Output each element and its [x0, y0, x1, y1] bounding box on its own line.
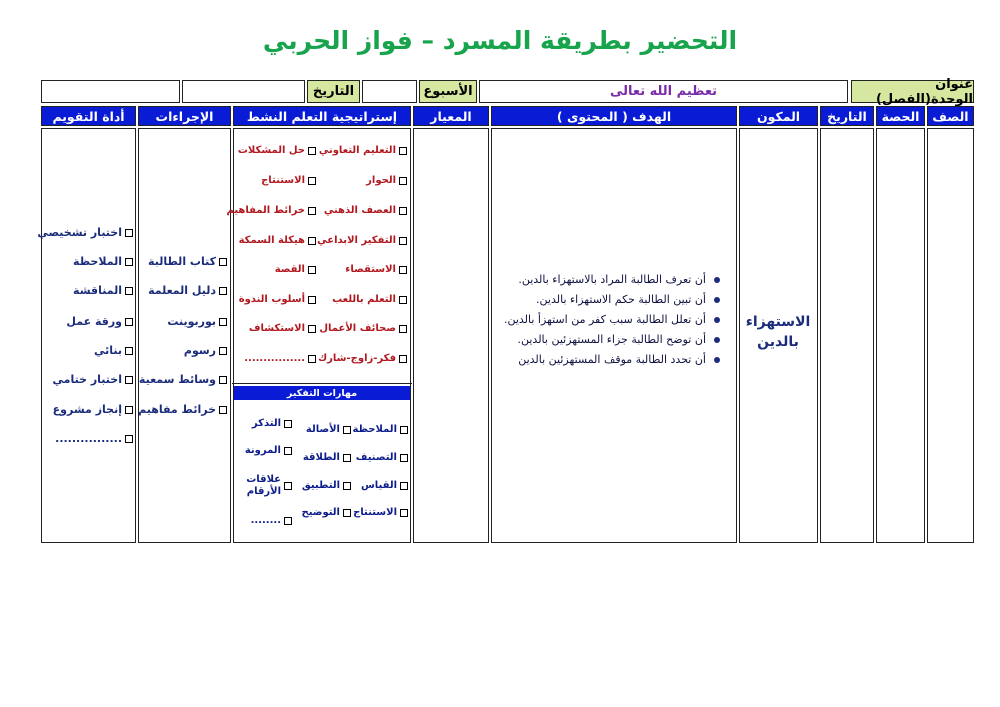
checkbox-icon[interactable]: [125, 318, 133, 326]
evaluation-option[interactable]: اختبار تشخيصي: [37, 226, 133, 239]
checkbox-icon[interactable]: [399, 355, 407, 363]
checkbox-icon[interactable]: [125, 258, 133, 266]
checkbox-icon[interactable]: [284, 517, 292, 525]
procedure-option[interactable]: خرائط مفاهيم: [138, 403, 227, 416]
checkbox-icon[interactable]: [125, 347, 133, 355]
checkbox-icon[interactable]: [308, 266, 316, 274]
goal-item: أن تبين الطالبة حكم الاستهزاء بالدين.: [498, 292, 720, 308]
strategy-option[interactable]: التفكير الابداعي: [317, 235, 407, 246]
evaluation-option[interactable]: المناقشة: [73, 284, 133, 297]
checkbox-icon[interactable]: [219, 287, 227, 295]
strategy-option[interactable]: الاستقصاء: [345, 264, 407, 275]
week-field[interactable]: [362, 80, 417, 103]
evaluation-option[interactable]: الملاحظة: [73, 255, 133, 268]
checkbox-icon[interactable]: [308, 237, 316, 245]
unit-value: تعظيم الله تعالى: [609, 84, 718, 99]
checkbox-icon[interactable]: [219, 376, 227, 384]
standard-cell[interactable]: [413, 128, 489, 543]
skill-option[interactable]: الملاحظة: [353, 424, 409, 435]
skill-option[interactable]: التطبيق: [302, 480, 351, 491]
strategy-option[interactable]: هيكلة السمكة: [239, 235, 316, 246]
date-cell[interactable]: [820, 128, 874, 543]
date-field[interactable]: [182, 80, 305, 103]
goal-item: أن تحدد الطالبة موقف المستهزئين بالدين: [498, 352, 720, 368]
checkbox-icon[interactable]: [125, 287, 133, 295]
checkbox-icon[interactable]: [125, 435, 133, 443]
week-label: الأسبوع: [419, 80, 477, 103]
evaluation-option[interactable]: بنائي: [94, 344, 133, 357]
checkbox-icon[interactable]: [400, 482, 408, 490]
strategy-option[interactable]: فكر-زاوج-شارك: [318, 353, 407, 364]
checkbox-icon[interactable]: [308, 325, 316, 333]
header-strategy: إستراتيجية التعلم النشط: [233, 106, 411, 126]
header-goal: الهدف ( المحتوى ): [491, 106, 737, 126]
checkbox-icon[interactable]: [125, 229, 133, 237]
extra-field[interactable]: [41, 80, 180, 103]
class-cell[interactable]: [927, 128, 974, 543]
procedure-option[interactable]: كتاب الطالبة: [148, 255, 227, 268]
strategy-option[interactable]: حل المشكلات: [238, 145, 316, 156]
checkbox-icon[interactable]: [399, 325, 407, 333]
procedure-option[interactable]: دليل المعلمة: [148, 284, 227, 297]
skill-option[interactable]: الاستنتاج: [353, 507, 408, 518]
checkbox-icon[interactable]: [343, 509, 351, 517]
checkbox-icon[interactable]: [399, 177, 407, 185]
checkbox-icon[interactable]: [219, 318, 227, 326]
skill-option[interactable]: التذكر: [252, 418, 292, 429]
skill-option[interactable]: علاقات الأرقام: [242, 474, 292, 498]
checkbox-icon[interactable]: [308, 147, 316, 155]
header-date: التاريخ: [820, 106, 874, 126]
skill-option[interactable]: ........: [251, 515, 292, 526]
header-procedures: الإجراءات: [138, 106, 231, 126]
component-value: الاستهزاء بالدين: [745, 314, 811, 350]
skill-option[interactable]: الأصالة: [306, 424, 351, 435]
checkbox-icon[interactable]: [219, 347, 227, 355]
checkbox-icon[interactable]: [125, 376, 133, 384]
page-title: التحضير بطريقة المسرد – فواز الحربي: [262, 26, 738, 55]
checkbox-icon[interactable]: [400, 454, 408, 462]
skill-option[interactable]: المرونة: [245, 445, 292, 456]
checkbox-icon[interactable]: [400, 426, 408, 434]
skill-option[interactable]: الطلاقة: [303, 452, 351, 463]
checkbox-icon[interactable]: [308, 177, 316, 185]
period-cell[interactable]: [876, 128, 925, 543]
date-label: التاريخ: [307, 80, 360, 103]
strategy-option[interactable]: ................: [244, 353, 316, 364]
evaluation-option[interactable]: اختبار ختامي: [53, 373, 133, 386]
strategy-option[interactable]: التعليم التعاوني: [319, 145, 407, 156]
strategy-option[interactable]: الاستكشاف: [249, 323, 316, 334]
goals-list: [498, 272, 720, 372]
header-standard: المعيار: [413, 106, 489, 126]
checkbox-icon[interactable]: [219, 258, 227, 266]
checkbox-icon[interactable]: [400, 509, 408, 517]
goal-item: أن توضح الطالبة جزاء المستهزئين بالدين.: [498, 332, 720, 348]
skills-header: مهارات التفكير: [234, 386, 410, 400]
checkbox-icon[interactable]: [343, 482, 351, 490]
checkbox-icon[interactable]: [284, 420, 292, 428]
strategy-option[interactable]: التعلم باللعب: [332, 294, 407, 305]
unit-label: عنوان الوحدة(الفصل): [851, 80, 974, 103]
checkbox-icon[interactable]: [399, 147, 407, 155]
strategy-option[interactable]: الاستنتاج: [261, 175, 316, 186]
checkbox-icon[interactable]: [399, 207, 407, 215]
skill-option[interactable]: التوضيح: [302, 507, 352, 518]
checkbox-icon[interactable]: [125, 406, 133, 414]
procedure-option[interactable]: رسوم: [184, 344, 227, 357]
strategy-option[interactable]: صحائف الأعمال: [319, 323, 407, 334]
strategy-option[interactable]: العصف الذهني: [324, 205, 407, 216]
header-period: الحصة: [876, 106, 925, 126]
evaluation-option[interactable]: ورقة عمل: [66, 315, 133, 328]
checkbox-icon[interactable]: [399, 237, 407, 245]
skill-option[interactable]: القياس: [361, 480, 408, 491]
procedure-option[interactable]: بوربوينت: [167, 315, 227, 328]
strategy-option[interactable]: خرائط المفاهيم: [227, 205, 317, 216]
strategy-option[interactable]: أسلوب الندوة: [239, 294, 316, 305]
checkbox-icon[interactable]: [308, 207, 316, 215]
header-evaluation: أداة التقويم: [41, 106, 136, 126]
evaluation-option[interactable]: إنجاز مشروع: [53, 403, 133, 416]
evaluation-option[interactable]: ................: [55, 432, 133, 445]
checkbox-icon[interactable]: [284, 482, 292, 490]
header-component: المكون: [739, 106, 818, 126]
checkbox-icon[interactable]: [308, 355, 316, 363]
checkbox-icon[interactable]: [399, 266, 407, 274]
procedure-option[interactable]: وسائط سمعية: [139, 373, 227, 386]
checkbox-icon[interactable]: [219, 406, 227, 414]
goal-item: أن تعلل الطالبة سبب كفر من استهزأ بالدين.: [498, 312, 720, 328]
strategy-option[interactable]: القصة: [275, 264, 316, 275]
goal-item: أن تعرف الطالبة المراد بالاستهزاء بالدين.: [498, 272, 720, 288]
procedures-cell: [138, 128, 231, 543]
checkbox-icon[interactable]: [343, 426, 351, 434]
header-class: الصف: [927, 106, 974, 126]
checkbox-icon[interactable]: [308, 296, 316, 304]
skill-option[interactable]: التصنيف: [356, 452, 408, 463]
evaluation-cell: [41, 128, 136, 543]
section-divider: [232, 383, 412, 384]
strategy-option[interactable]: الحوار: [366, 175, 407, 186]
checkbox-icon[interactable]: [284, 447, 292, 455]
unit-field[interactable]: [479, 80, 848, 103]
checkbox-icon[interactable]: [399, 296, 407, 304]
checkbox-icon[interactable]: [343, 454, 351, 462]
